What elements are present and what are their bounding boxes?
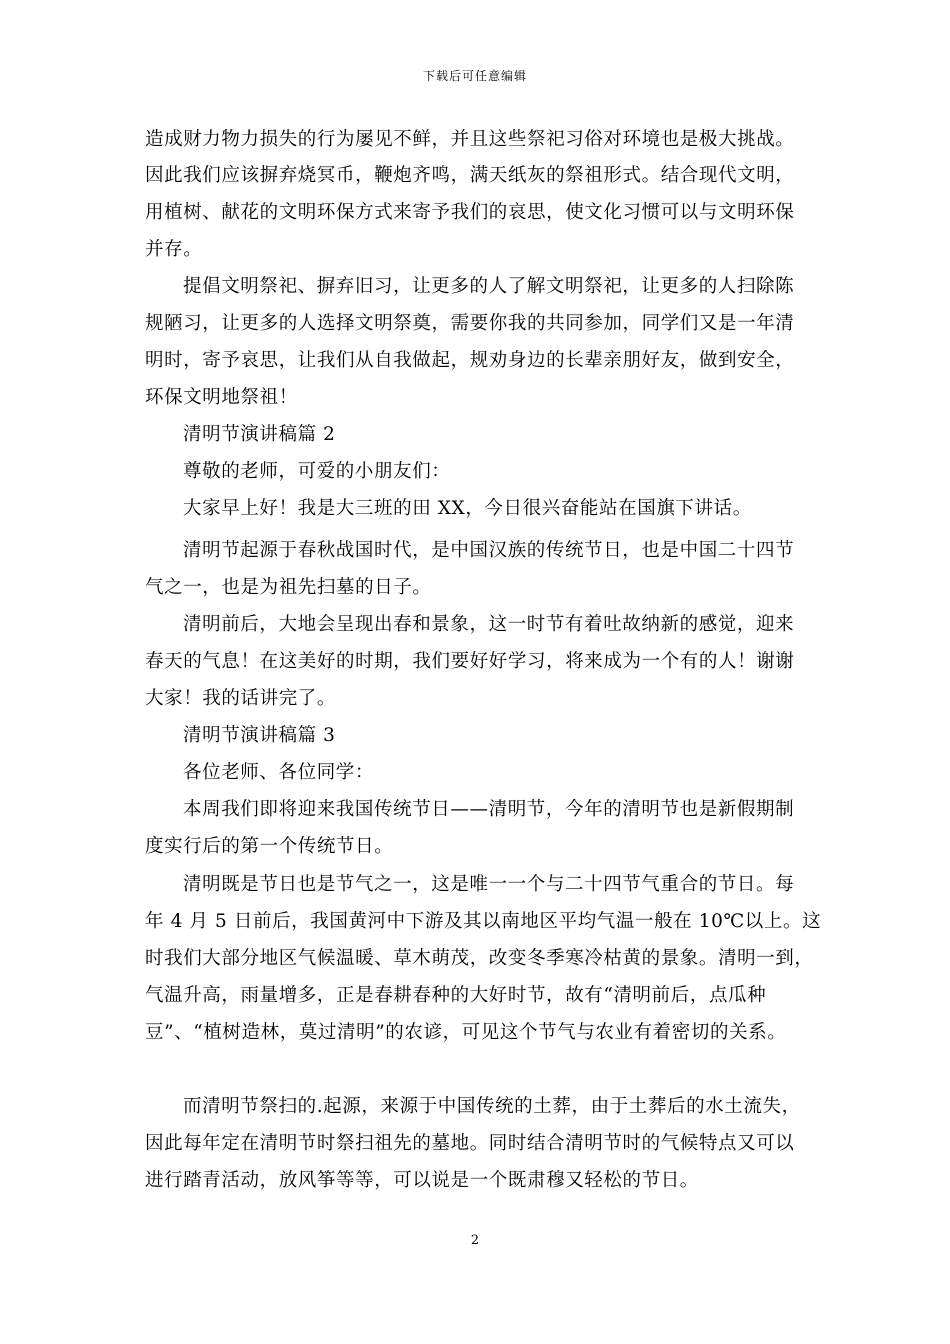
text-line: 进行踏青活动，放风筝等等，可以说是一个既肃穆又轻松的节日。	[145, 1170, 699, 1191]
text-line: 大家！我的话讲完了。	[145, 688, 337, 709]
text-line: 豆”、“植树造林，莫过清明”的农谚，可见这个节气与农业有着密切的关系。	[145, 1022, 787, 1043]
salutation: 尊敬的老师，可爱的小朋友们：	[183, 461, 451, 482]
text-line: 气温升高，雨量增多，正是春耕春种的大好时节，故有“清明前后，点瓜种	[145, 985, 767, 1006]
text-line: 规陋习，让更多的人选择文明祭奠，需要你我的共同参加，同学们又是一年清	[145, 313, 795, 334]
text-line: 清明前后，大地会呈现出春和景象，这一时节有着吐故纳新的感觉，迎来	[183, 614, 795, 635]
text-line: 造成财力物力损失的行为屡见不鲜，并且这些祭祀习俗对环境也是极大挑战。	[145, 129, 795, 150]
text-line: 春天的气息！在这美好的时期，我们要好好学习，将来成为一个有的人！谢谢	[145, 651, 795, 672]
text-line: 大家早上好！我是大三班的田 XX，今日很兴奋能站在国旗下讲话。	[183, 498, 752, 519]
section-heading: 清明节演讲稿篇 2	[183, 424, 336, 445]
text-line: 用植树、献花的文明环保方式来寄予我们的哀思，使文化习惯可以与文明环保	[145, 202, 795, 223]
text-line: 气之一，也是为祖先扫墓的日子。	[145, 577, 432, 598]
salutation: 各位老师、各位同学：	[183, 762, 375, 783]
text-line: 而清明节祭扫的.起源，来源于中国传统的土葬，由于土葬后的水土流失，	[183, 1096, 801, 1117]
text-line: 明时，寄予哀思，让我们从自我做起，规劝身边的长辈亲朋好友，做到安全，	[145, 350, 795, 371]
page-header: 下载后可任意编辑	[422, 69, 527, 83]
section-heading: 清明节演讲稿篇 3	[183, 725, 336, 746]
text-line: 清明既是节日也是节气之一，这是唯一一个与二十四节气重合的节日。每	[183, 874, 795, 895]
text-line: 清明节起源于春秋战国时代，是中国汉族的传统节日，也是中国二十四节	[183, 540, 795, 561]
text-line: 环保文明地祭祖！	[145, 387, 298, 408]
text-line: 度实行后的第一个传统节日。	[145, 836, 394, 857]
text-line: 并存。	[145, 239, 203, 260]
text-line: 本周我们即将迎来我国传统节日——清明节，今年的清明节也是新假期制	[183, 799, 795, 820]
text-line: 提倡文明祭祀、摒弃旧习，让更多的人了解文明祭祀，让更多的人扫除陈	[183, 276, 795, 297]
text-line: 因此我们应该摒弃烧冥币，鞭炮齐鸣，满天纸灰的祭祖形式。结合现代文明，	[145, 165, 795, 186]
text-line: 因此每年定在清明节时祭扫祖先的墓地。同时结合清明节时的气候特点又可以	[145, 1133, 795, 1154]
page-number: 2	[470, 1233, 480, 1248]
text-line: 年 4 月 5 日前后，我国黄河中下游及其以南地区平均气温一般在 10℃以上。这	[145, 911, 822, 932]
text-line: 时我们大部分地区气候温暖、草木萌茂，改变冬季寒冷枯黄的景象。清明一到，	[145, 948, 814, 969]
